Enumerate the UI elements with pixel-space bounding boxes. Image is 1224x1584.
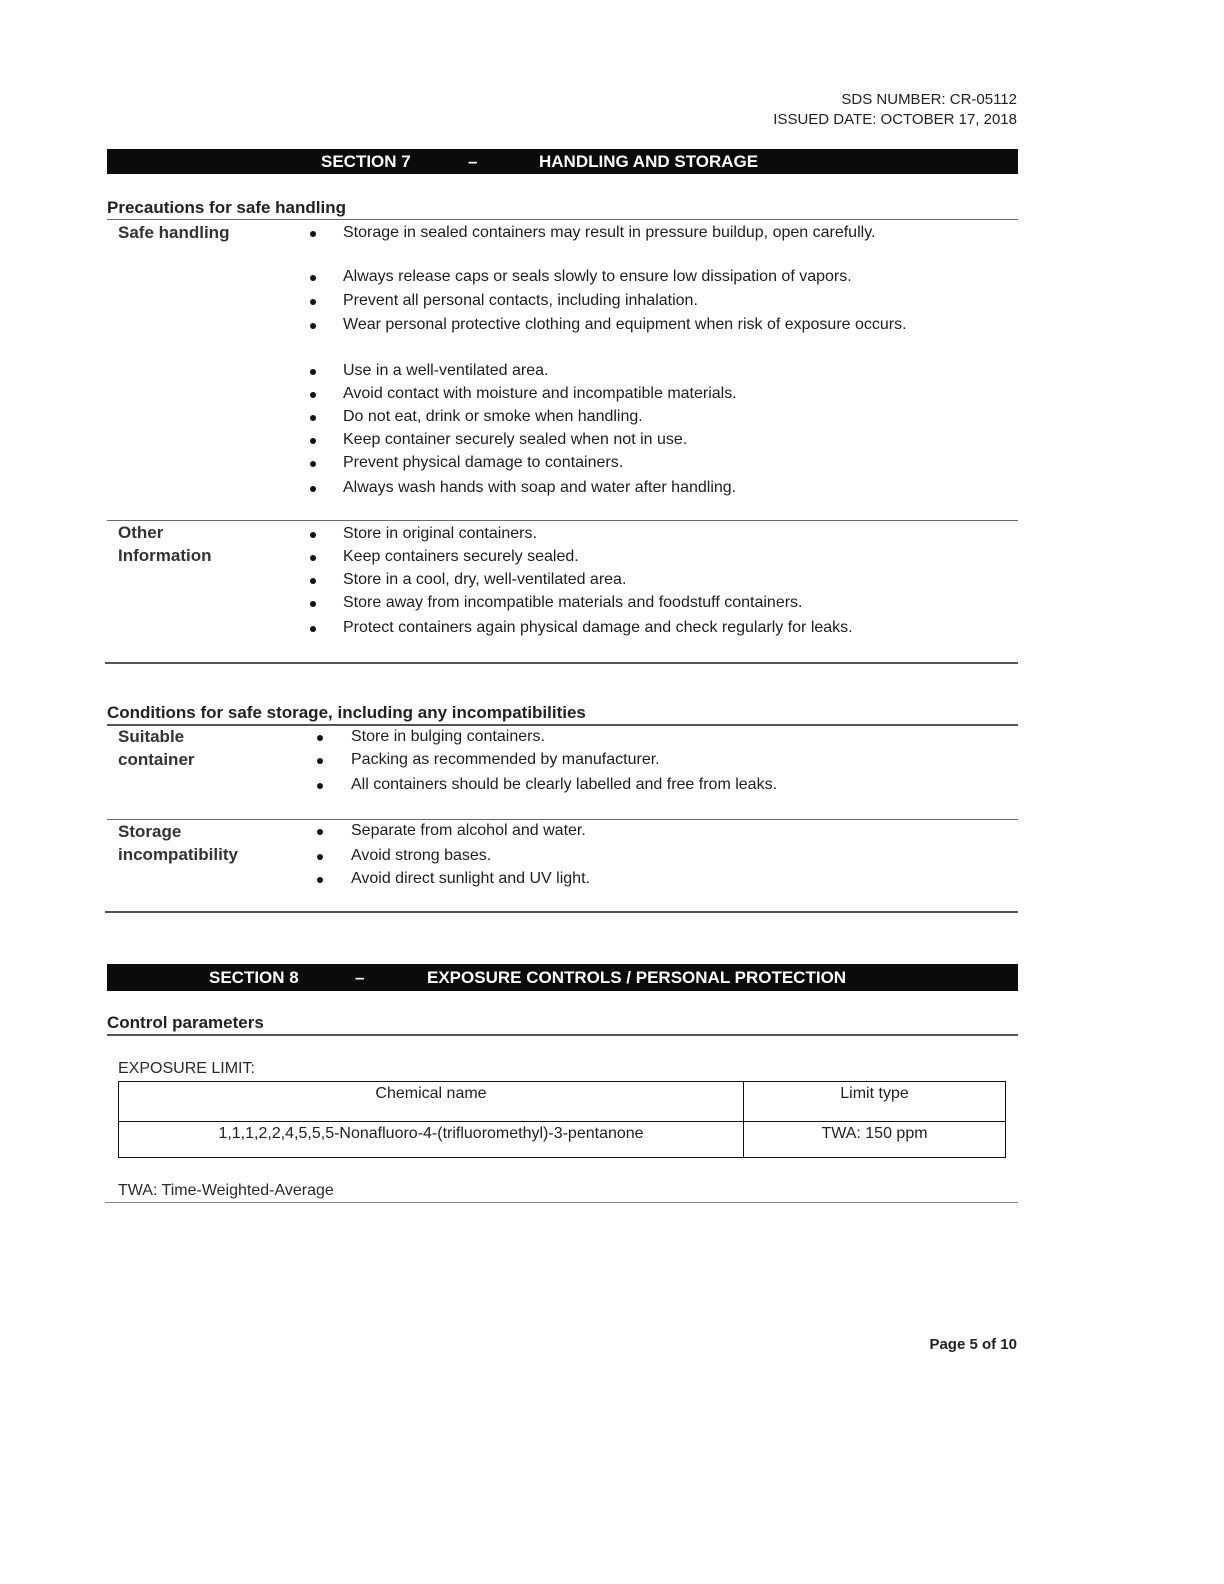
list-item: Prevent all personal contacts, including inhalation.: [343, 292, 698, 309]
list-item: Keep container securely sealed when not in use.: [343, 431, 688, 448]
bullet: [317, 829, 323, 835]
list-item: Store in bulging containers.: [351, 728, 545, 745]
bullet: [310, 369, 316, 375]
section-7-dash: –: [468, 152, 478, 171]
page-number: Page 5 of 10: [929, 1336, 1017, 1353]
column-header-limit-type: Limit type: [744, 1082, 1006, 1122]
bullet: [310, 275, 316, 281]
bullet: [310, 555, 316, 561]
divider: [105, 662, 1018, 664]
list-item: Separate from alcohol and water.: [351, 822, 586, 839]
exposure-limit-table: [118, 1081, 1006, 1158]
chemical-name-cell: 1,1,1,2,2,4,5,5,5-Nonafluoro-4-(trifluoromethyl)-3-pentanone: [119, 1122, 744, 1158]
list-item: All containers should be clearly labelled and free from leaks.: [351, 776, 778, 793]
other-information-label: [118, 521, 212, 567]
bullet: [317, 735, 323, 741]
bullet: [310, 626, 316, 632]
bullet: [310, 486, 316, 492]
divider: [107, 219, 1018, 220]
list-item: Store in a cool, dry, well-ventilated area.: [343, 571, 627, 588]
divider: [107, 520, 1018, 521]
label-line: incompatibility: [118, 845, 238, 864]
list-item: Protect containers again physical damage and check regularly for leaks.: [343, 619, 853, 636]
bullet: [310, 532, 316, 538]
safe-handling-label: Safe handling: [118, 223, 230, 242]
exposure-limit-label: EXPOSURE LIMIT:: [118, 1060, 255, 1077]
bullet: [310, 415, 316, 421]
list-item: Use in a well-ventilated area.: [343, 362, 549, 379]
section-8-bar: [107, 964, 1018, 991]
bullet: [310, 299, 316, 305]
precautions-heading: Precautions for safe handling: [107, 198, 346, 217]
bullet: [317, 783, 323, 789]
suitable-container-label: [118, 725, 195, 771]
label-line: Storage: [118, 822, 182, 841]
section-7-title: HANDLING AND STORAGE: [539, 152, 759, 171]
divider: [107, 1034, 1018, 1036]
section-8-dash: –: [355, 968, 365, 987]
table-header-row: [119, 1082, 1006, 1122]
bullet: [317, 854, 323, 860]
divider: [105, 1202, 1018, 1203]
bullet: [317, 758, 323, 764]
column-header-chemical-name: Chemical name: [119, 1082, 744, 1122]
issued-date: ISSUED DATE: OCTOBER 17, 2018: [773, 111, 1017, 128]
label-line: Other: [118, 523, 164, 542]
list-item: Avoid direct sunlight and UV light.: [351, 870, 590, 887]
section-8-number: SECTION 8: [209, 968, 299, 987]
section-7-bar: [107, 149, 1018, 174]
list-item: Storage in sealed containers may result in pressure buildup, open carefully.: [343, 224, 876, 241]
list-item: Store away from incompatible materials and foodstuff containers.: [343, 594, 803, 611]
twa-footnote: TWA: Time-Weighted-Average: [118, 1182, 334, 1199]
list-item: Packing as recommended by manufacturer.: [351, 751, 660, 768]
label-line: container: [118, 750, 195, 769]
bullet: [310, 323, 316, 329]
list-item: Store in original containers.: [343, 525, 537, 542]
table-row: [119, 1122, 1006, 1158]
bullet: [310, 578, 316, 584]
label-line: Information: [118, 546, 212, 565]
list-item: Keep containers securely sealed.: [343, 548, 579, 565]
list-item: Always release caps or seals slowly to ensure low dissipation of vapors.: [343, 268, 852, 285]
conditions-heading: Conditions for safe storage, including any incompatibilities: [107, 703, 586, 722]
list-item: Always wash hands with soap and water after handling.: [343, 479, 737, 496]
divider: [105, 911, 1018, 913]
list-item: Prevent physical damage to containers.: [343, 454, 624, 471]
bullet: [310, 438, 316, 444]
list-item: Avoid contact with moisture and incompatible materials.: [343, 385, 737, 402]
list-item: Do not eat, drink or smoke when handling.: [343, 408, 643, 425]
bullet: [310, 461, 316, 467]
list-item: Wear personal protective clothing and equipment when risk of exposure occurs.: [343, 316, 907, 333]
storage-incompatibility-label: [118, 820, 238, 866]
limit-type-cell: TWA: 150 ppm: [744, 1122, 1006, 1158]
bullet: [310, 231, 316, 237]
bullet: [310, 392, 316, 398]
section-8-title: EXPOSURE CONTROLS / PERSONAL PROTECTION: [427, 968, 847, 987]
sds-number: SDS NUMBER: CR-05112: [841, 91, 1017, 108]
label-line: Suitable: [118, 727, 185, 746]
list-item: Avoid strong bases.: [351, 847, 492, 864]
control-parameters-heading: Control parameters: [107, 1013, 264, 1032]
bullet: [310, 601, 316, 607]
document-header: [773, 90, 1017, 130]
section-7-number: SECTION 7: [321, 152, 411, 171]
bullet: [317, 877, 323, 883]
